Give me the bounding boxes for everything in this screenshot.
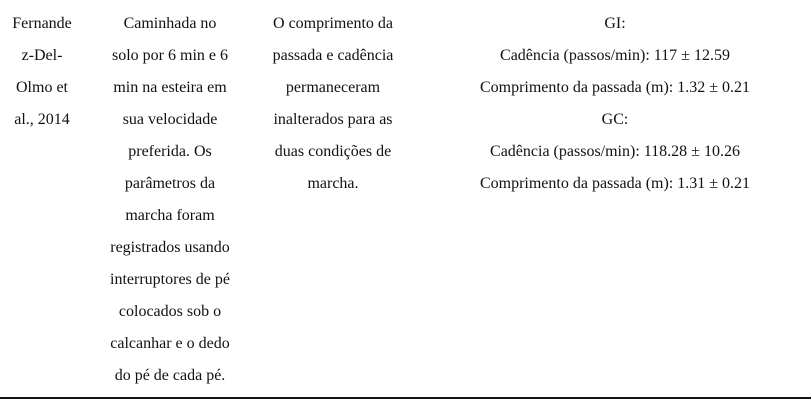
author-line: Olmo et <box>16 79 68 96</box>
values-cell <box>430 8 800 200</box>
group-label-gi: GI: <box>604 15 626 32</box>
method-line: marcha foram <box>125 207 215 224</box>
gi-stride-length-value: Comprimento da passada (m): 1.32 ± 0.21 <box>479 79 751 96</box>
method-line: preferida. Os <box>128 143 212 160</box>
method-line: colocados sob o <box>118 303 222 320</box>
method-line: solo por 6 min e 6 <box>112 47 228 64</box>
method-line: parâmetros da <box>124 175 216 192</box>
table-bottom-rule <box>0 397 811 399</box>
group-label-gc: GC: <box>601 111 629 128</box>
gi-cadence-value: Cadência (passos/min): 117 ± 12.59 <box>500 47 730 64</box>
gc-stride-length-value: Comprimento da passada (m): 1.31 ± 0.21 <box>479 175 751 192</box>
result-line: marcha. <box>307 175 359 192</box>
result-line: duas condições de <box>274 143 392 160</box>
author-line: z-Del- <box>21 47 63 64</box>
gc-cadence-value: Cadência (passos/min): 118.28 ± 10.26 <box>490 143 740 160</box>
method-line: do pé de cada pé. <box>114 367 226 384</box>
result-cell <box>258 8 408 200</box>
method-cell <box>94 8 246 392</box>
method-line: min na esteira em <box>113 79 227 96</box>
method-line: calcanhar e o dedo <box>110 335 230 352</box>
result-line: permaneceram <box>285 79 381 96</box>
method-line: Caminhada no <box>123 15 217 32</box>
result-line: inalterados para as <box>273 111 393 128</box>
author-line: Fernande <box>12 15 72 32</box>
result-line: O comprimento da <box>273 15 393 32</box>
author-cell <box>2 8 82 136</box>
author-line: al., 2014 <box>14 111 70 128</box>
method-line: sua velocidade <box>122 111 218 128</box>
method-line: interruptores de pé <box>110 271 230 288</box>
result-line: passada e cadência <box>272 47 394 64</box>
method-line: registrados usando <box>110 239 230 256</box>
